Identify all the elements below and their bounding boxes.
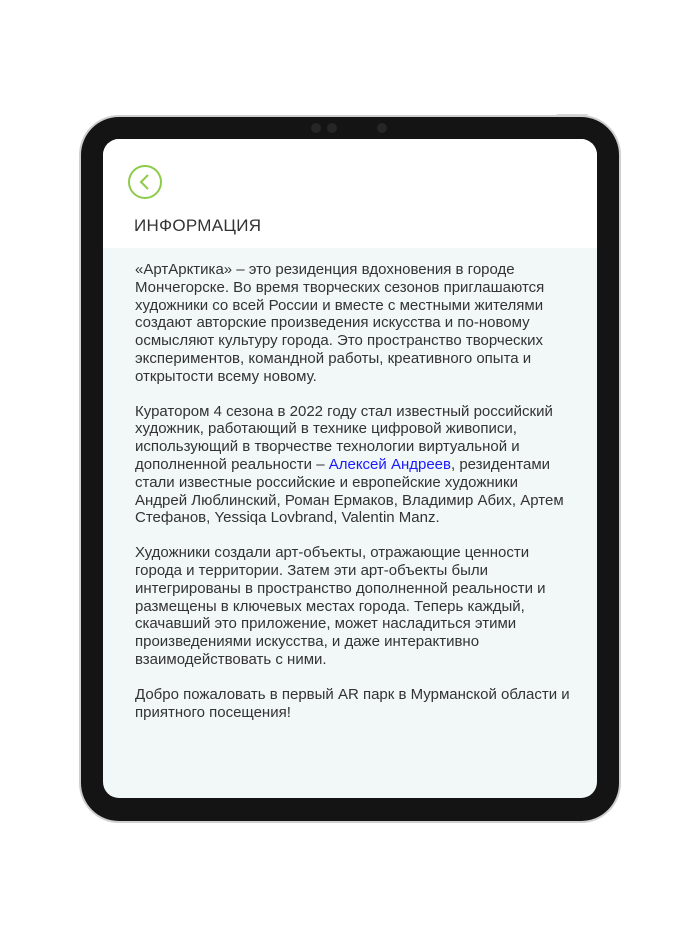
paragraph-artobjects: Художники создали арт-объекты, отражающие ценности города и территории. Затем эти арт-объекты были интегрированы в пространство дополненной реальности и размещены в ключевых местах города. Теперь каждый, скачавший это приложение, может насладиться этими произведениями искусства, и даже интерактивно взаимодействовать с ними. <box>135 544 546 668</box>
chevron-left-icon <box>137 173 153 191</box>
camera-icon <box>311 123 321 133</box>
camera-icon <box>377 123 387 133</box>
camera-icon <box>327 123 337 133</box>
curator-text: Куратором 4 сезона в 2022 году стал известный российский художник, работающий в технике цифровой живописи, использующий в творчестве технологии виртуальной и дополненной реальности – <box>135 402 553 473</box>
back-button[interactable] <box>128 165 162 199</box>
page-title: ИНФОРМАЦИЯ <box>134 216 262 235</box>
paragraph-intro: «АртАрктика» – это резиденция вдохновения в городе Мончегорске. Во время творческих сезонов приглашаются художники со всей России и вместе с местными жителями создают авторские произведения искусства и по-новому осмысляют культуру города. Это пространство творческих экспериментов, командной работы, креативного опыта и открытости всему новому. <box>135 261 545 385</box>
paragraph-welcome: Добро пожаловать в первый AR парк в Мурманской области и приятного посещения! <box>135 685 570 721</box>
curator-link[interactable]: Алексей Андреев <box>328 455 451 473</box>
header <box>103 139 597 248</box>
screen <box>103 139 597 798</box>
info-text <box>135 261 571 738</box>
residents-text: , резидентами стали известные российские и европейские художники Андрей Люблинский, Роман Ермаков, Владимир Абих, Артем Стефанов, Yessiqa Lovbrand, Valentin Manz. <box>135 455 564 527</box>
paragraph-curator <box>135 403 571 528</box>
